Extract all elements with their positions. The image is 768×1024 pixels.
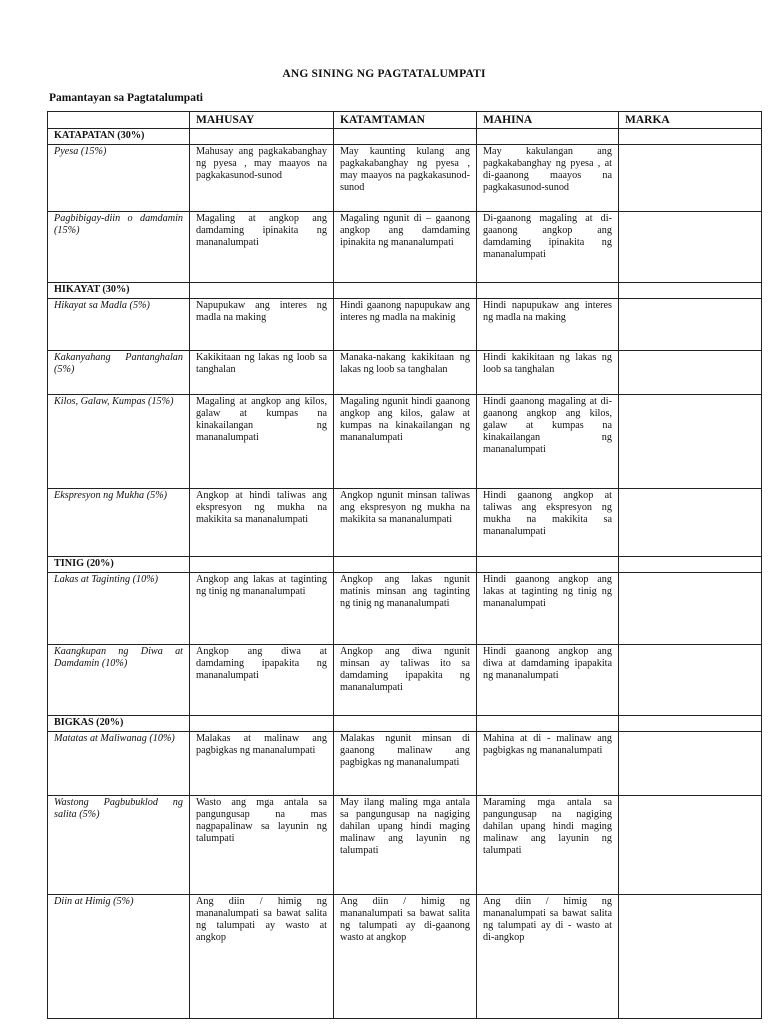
category-row xyxy=(48,283,762,299)
katamtaman-description: May ilang maling mga antala sa pangungusap na nagiging dahilan upang hindi maging malinaw ang layunin ng talumpati xyxy=(334,796,477,895)
katamtaman-description: Angkop ang lakas ngunit matinis minsan ang taginting ng tinig ng mananalumpati xyxy=(334,573,477,645)
criterion-name: Diin at Himig (5%) xyxy=(48,895,190,1019)
mahusay-description: Magaling at angkop ang kilos, galaw at kumpas na kinakailangan ng mananalumpati xyxy=(190,395,334,489)
mahusay-description: Ang diin / himig ng mananalumpati sa bawat salita ng talumpati ay wasto at angkop xyxy=(190,895,334,1019)
category-empty-cell xyxy=(190,716,334,732)
marka-cell[interactable] xyxy=(619,489,762,557)
criterion-row xyxy=(48,299,762,351)
mahina-description: Ang diin / himig ng mananalumpati sa bawat salita ng talumpati ay di - wasto at di-angkop xyxy=(477,895,619,1019)
katamtaman-description: Angkop ngunit minsan taliwas ang ekspresyon ng mukha na makikita sa mananalumpati xyxy=(334,489,477,557)
criterion-name: Kakanyahang Pantanghalan (5%) xyxy=(48,351,190,395)
criterion-name: Wastong Pagbubuklod ng salita (5%) xyxy=(48,796,190,895)
header-mahusay: MAHUSAY xyxy=(190,112,334,129)
category-name: KATAPATAN (30%) xyxy=(48,129,190,145)
marka-cell[interactable] xyxy=(619,573,762,645)
criterion-row xyxy=(48,489,762,557)
katamtaman-description: Angkop ang diwa ngunit minsan ay taliwas ito sa damdaming ipapakita ng mananalumpati xyxy=(334,645,477,716)
category-name: HIKAYAT (30%) xyxy=(48,283,190,299)
marka-cell[interactable] xyxy=(619,395,762,489)
category-empty-cell xyxy=(619,129,762,145)
document-title: ANG SINING NG PAGTATALUMPATI xyxy=(282,68,486,80)
category-empty-cell xyxy=(190,283,334,299)
mahusay-description: Angkop ang diwa at damdaming ipapakita ng mananalumpati xyxy=(190,645,334,716)
criterion-name: Pyesa (15%) xyxy=(48,145,190,212)
category-empty-cell xyxy=(619,283,762,299)
document-subtitle: Pamantayan sa Pagtatalumpati xyxy=(49,92,203,104)
katamtaman-description: Manaka-nakang kakikitaan ng lakas ng loob sa tanghalan xyxy=(334,351,477,395)
header-marka: MARKA xyxy=(619,112,762,129)
criterion-name: Pagbibigay-diin o damdamin (15%) xyxy=(48,212,190,283)
category-name: BIGKAS (20%) xyxy=(48,716,190,732)
katamtaman-description: Magaling ngunit di – gaanong angkop ang damdaming ipinakita ng mananalumpati xyxy=(334,212,477,283)
category-empty-cell xyxy=(334,283,477,299)
mahina-description: Hindi gaanong magaling at di-gaanong angkop ang kilos, galaw at kumpas na kinakailangan ng mananalumpati xyxy=(477,395,619,489)
marka-cell[interactable] xyxy=(619,351,762,395)
mahina-description: Hindi napupukaw ang interes ng madla na making xyxy=(477,299,619,351)
mahina-description: Hindi gaanong angkop at taliwas ang ekspresyon ng mukha na makikita sa mananalumpati xyxy=(477,489,619,557)
marka-cell[interactable] xyxy=(619,796,762,895)
mahina-description: Hindi gaanong angkop ang lakas at taginting ng tinig ng mananalumpati xyxy=(477,573,619,645)
mahusay-description: Angkop ang lakas at taginting ng tinig ng mananalumpati xyxy=(190,573,334,645)
criterion-row xyxy=(48,351,762,395)
criterion-row xyxy=(48,895,762,1019)
category-name: TINIG (20%) xyxy=(48,557,190,573)
category-empty-cell xyxy=(190,557,334,573)
category-empty-cell xyxy=(477,129,619,145)
criterion-name: Matatas at Maliwanag (10%) xyxy=(48,732,190,796)
category-empty-cell xyxy=(334,129,477,145)
mahina-description: Di-gaanong magaling at di-gaanong angkop ang damdaming ipinakita ng mananalumpati xyxy=(477,212,619,283)
header-mahina: MAHINA xyxy=(477,112,619,129)
mahusay-description: Angkop at hindi taliwas ang ekspresyon ng mukha na makikita sa mananalumpati xyxy=(190,489,334,557)
mahusay-description: Kakikitaan ng lakas ng loob sa tanghalan xyxy=(190,351,334,395)
rubric-table xyxy=(47,111,762,1019)
mahina-description: Hindi gaanong angkop ang diwa at damdaming ipapakita ng mananalumpati xyxy=(477,645,619,716)
category-empty-cell xyxy=(477,557,619,573)
criterion-row xyxy=(48,212,762,283)
header-row xyxy=(48,112,762,129)
marka-cell[interactable] xyxy=(619,732,762,796)
katamtaman-description: Malakas ngunit minsan di gaanong malinaw ang pagbigkas ng mananalumpati xyxy=(334,732,477,796)
category-row xyxy=(48,129,762,145)
mahusay-description: Magaling at angkop ang damdaming ipinakita ng mananalumpati xyxy=(190,212,334,283)
katamtaman-description: Magaling ngunit hindi gaanong angkop ang kilos, galaw at kumpas na kinakailangan ng mananalumpati xyxy=(334,395,477,489)
criterion-name: Lakas at Taginting (10%) xyxy=(48,573,190,645)
marka-cell[interactable] xyxy=(619,645,762,716)
criterion-row xyxy=(48,145,762,212)
mahusay-description: Wasto ang mga antala sa pangungusap na mas nagpapalinaw sa layunin ng talumpati xyxy=(190,796,334,895)
marka-cell[interactable] xyxy=(619,145,762,212)
katamtaman-description: May kaunting kulang ang pagkakabanghay ng pyesa , may maayos na pagkakasunod-sunod xyxy=(334,145,477,212)
category-empty-cell xyxy=(334,716,477,732)
category-row xyxy=(48,557,762,573)
criterion-row xyxy=(48,796,762,895)
mahina-description: Mahina at di - malinaw ang pagbigkas ng mananalumpati xyxy=(477,732,619,796)
mahusay-description: Napupukaw ang interes ng madla na making xyxy=(190,299,334,351)
mahina-description: Hindi kakikitaan ng lakas ng loob sa tanghalan xyxy=(477,351,619,395)
category-row xyxy=(48,716,762,732)
category-empty-cell xyxy=(619,716,762,732)
criterion-name: Kilos, Galaw, Kumpas (15%) xyxy=(48,395,190,489)
criterion-name: Kaangkupan ng Diwa at Damdamin (10%) xyxy=(48,645,190,716)
category-empty-cell xyxy=(334,557,477,573)
marka-cell[interactable] xyxy=(619,299,762,351)
header-katamtaman: KATAMTAMAN xyxy=(334,112,477,129)
criterion-row xyxy=(48,732,762,796)
category-empty-cell xyxy=(477,716,619,732)
criterion-row xyxy=(48,573,762,645)
katamtaman-description: Hindi gaanong napupukaw ang interes ng madla na makinig xyxy=(334,299,477,351)
criterion-row xyxy=(48,395,762,489)
criterion-name: Ekspresyon ng Mukha (5%) xyxy=(48,489,190,557)
category-empty-cell xyxy=(190,129,334,145)
rubric-body xyxy=(48,129,762,1019)
marka-cell[interactable] xyxy=(619,212,762,283)
criterion-row xyxy=(48,645,762,716)
mahusay-description: Mahusay ang pagkakabanghay ng pyesa , may maayos na pagkakasunod-sunod xyxy=(190,145,334,212)
mahina-description: Maraming mga antala sa pangungusap na nagiging dahilan upang hindi maging malinaw ang layunin ng talumpati xyxy=(477,796,619,895)
header-criteria xyxy=(48,112,190,129)
category-empty-cell xyxy=(619,557,762,573)
mahina-description: May kakulangan ang pagkakabanghay ng pyesa , at di-gaanong maayos na pagkakasunod-sunod xyxy=(477,145,619,212)
katamtaman-description: Ang diin / himig ng mananalumpati sa bawat salita ng talumpati ay di-gaanong wasto at angkop xyxy=(334,895,477,1019)
category-empty-cell xyxy=(477,283,619,299)
criterion-name: Hikayat sa Madla (5%) xyxy=(48,299,190,351)
marka-cell[interactable] xyxy=(619,895,762,1019)
mahusay-description: Malakas at malinaw ang pagbigkas ng mananalumpati xyxy=(190,732,334,796)
